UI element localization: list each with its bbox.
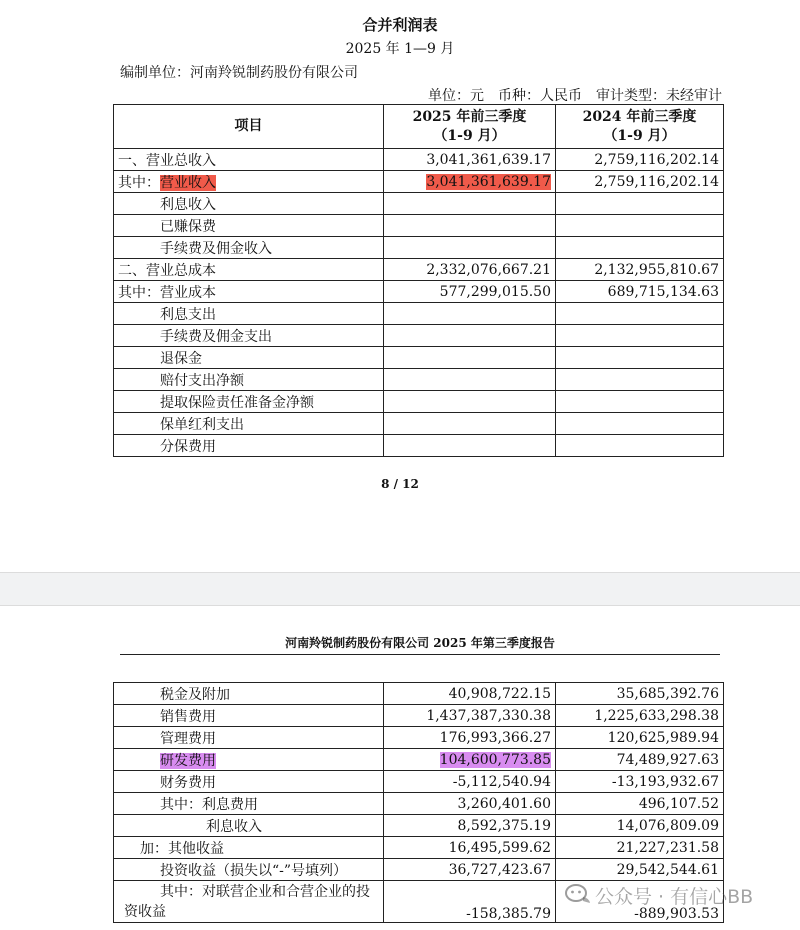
value-2025 <box>384 413 556 435</box>
row-label: 其中：营业成本 <box>114 281 384 303</box>
highlighted-value: 3,041,361,639.17 <box>426 173 551 190</box>
value-2024 <box>556 369 724 391</box>
value-2025: 577,299,015.50 <box>384 281 556 303</box>
row-label: 投资收益（损失以“-”号填列） <box>114 859 384 881</box>
table-row <box>114 325 724 347</box>
table-row <box>114 259 724 281</box>
table-row <box>114 347 724 369</box>
row-label: 二、营业总成本 <box>114 259 384 281</box>
table-row <box>114 771 724 793</box>
value-2025: 8,592,375.19 <box>384 815 556 837</box>
value-2024 <box>556 193 724 215</box>
value-2025 <box>384 369 556 391</box>
value-2025 <box>384 215 556 237</box>
value-2024: 14,076,809.09 <box>556 815 724 837</box>
value-2024: 689,715,134.63 <box>556 281 724 303</box>
value-2025: -158,385.79 <box>384 881 556 923</box>
row-label: 财务费用 <box>114 771 384 793</box>
table-row <box>114 683 724 705</box>
row-label: 利息收入 <box>114 815 384 837</box>
watermark <box>565 878 795 912</box>
value-2024: 1,225,633,298.38 <box>556 705 724 727</box>
value-2025: -5,112,540.94 <box>384 771 556 793</box>
income-statement-table <box>113 104 724 457</box>
value-2024 <box>556 347 724 369</box>
value-2025: 40,908,722.15 <box>384 683 556 705</box>
value-2025: 3,260,401.60 <box>384 793 556 815</box>
row-label: 赔付支出净额 <box>114 369 384 391</box>
table-row <box>114 391 724 413</box>
highlighted-value: 104,600,773.85 <box>439 751 551 768</box>
value-2025: 36,727,423.67 <box>384 859 556 881</box>
row-label: 一、营业总收入 <box>114 149 384 171</box>
highlighted-label: 研发费用 <box>160 752 216 769</box>
value-2024 <box>556 325 724 347</box>
table-row <box>114 369 724 391</box>
table-row <box>114 281 724 303</box>
row-label: 手续费及佣金支出 <box>114 325 384 347</box>
table-row <box>114 793 724 815</box>
header-item: 项目 <box>114 105 384 149</box>
compiler-line: 编制单位：河南羚锐制药股份有限公司 <box>120 65 358 81</box>
value-2024: 29,542,544.61 <box>556 859 724 881</box>
table-row <box>114 815 724 837</box>
value-2025 <box>384 391 556 413</box>
value-2025 <box>384 171 556 193</box>
value-2025 <box>384 325 556 347</box>
value-2024: 2,759,116,202.14 <box>556 149 724 171</box>
value-2024 <box>556 435 724 457</box>
value-2024: -13,193,932.67 <box>556 771 724 793</box>
value-2024 <box>556 237 724 259</box>
row-label: 其中：对联营企业和合营企业的投 资收益 <box>114 881 384 923</box>
statement-period: 2025 年 1—9 月 <box>345 41 455 57</box>
row-label: 销售费用 <box>114 705 384 727</box>
value-2025 <box>384 237 556 259</box>
table-row <box>114 303 724 325</box>
page-number: 8 / 12 <box>381 477 419 491</box>
table-row <box>114 149 724 171</box>
value-2025: 176,993,366.27 <box>384 727 556 749</box>
value-2025: 1,437,387,330.38 <box>384 705 556 727</box>
table-row <box>114 727 724 749</box>
row-label: 退保金 <box>114 347 384 369</box>
value-2025: 2,332,076,667.21 <box>384 259 556 281</box>
row-label: 加：其他收益 <box>114 837 384 859</box>
value-2024: 2,132,955,810.67 <box>556 259 724 281</box>
highlighted-label: 营业收入 <box>160 174 216 191</box>
row-label: 提取保险责任准备金净额 <box>114 391 384 413</box>
value-2025 <box>384 435 556 457</box>
value-2024: 120,625,989.94 <box>556 727 724 749</box>
unit-currency-audit-line: 单位：元 币种：人民币 审计类型：未经审计 <box>428 88 722 104</box>
page-separator <box>0 572 800 606</box>
value-2024: 21,227,231.58 <box>556 837 724 859</box>
table-row <box>114 237 724 259</box>
row-label: 管理费用 <box>114 727 384 749</box>
value-2025: 3,041,361,639.17 <box>384 149 556 171</box>
report-header-title: 河南羚锐制药股份有限公司 2025 年第三季度报告 <box>285 636 555 650</box>
value-2024: 74,489,927.63 <box>556 749 724 771</box>
row-label: 税金及附加 <box>114 683 384 705</box>
report-header-rule <box>120 654 720 655</box>
value-2024: 496,107.52 <box>556 793 724 815</box>
row-label: 其中：利息费用 <box>114 793 384 815</box>
value-2024: 35,685,392.76 <box>556 683 724 705</box>
row-label: 利息收入 <box>114 193 384 215</box>
value-2024 <box>556 391 724 413</box>
table-row <box>114 837 724 859</box>
value-2024: -889,903.53 <box>556 881 724 923</box>
value-2025 <box>384 193 556 215</box>
table-row-operating-revenue <box>114 171 724 193</box>
table-row <box>114 705 724 727</box>
value-2025: 16,495,599.62 <box>384 837 556 859</box>
table-header-row <box>114 105 724 149</box>
value-2025 <box>384 303 556 325</box>
row-label: 利息支出 <box>114 303 384 325</box>
header-2025: 2025 年前三季度 （1-9 月） <box>384 105 556 149</box>
value-2024 <box>556 413 724 435</box>
wechat-official-account-icon <box>565 883 591 905</box>
row-label <box>114 749 384 771</box>
header-2024: 2024 年前三季度 （1-9 月） <box>556 105 724 149</box>
row-label: 保单红利支出 <box>114 413 384 435</box>
value-2024: 2,759,116,202.14 <box>556 171 724 193</box>
value-2024 <box>556 215 724 237</box>
row-label: 手续费及佣金收入 <box>114 237 384 259</box>
row-label: 分保费用 <box>114 435 384 457</box>
table-row-rd-expense <box>114 749 724 771</box>
row-label: 已赚保费 <box>114 215 384 237</box>
table-row <box>114 215 724 237</box>
statement-title: 合并利润表 <box>362 16 438 34</box>
value-2024 <box>556 303 724 325</box>
row-label: 其中：营业收入 <box>114 171 384 193</box>
table-row <box>114 413 724 435</box>
value-2025 <box>384 749 556 771</box>
watermark-text: 公众号 · 有信心BB <box>595 886 754 908</box>
table-row <box>114 193 724 215</box>
value-2025 <box>384 347 556 369</box>
table-row <box>114 435 724 457</box>
